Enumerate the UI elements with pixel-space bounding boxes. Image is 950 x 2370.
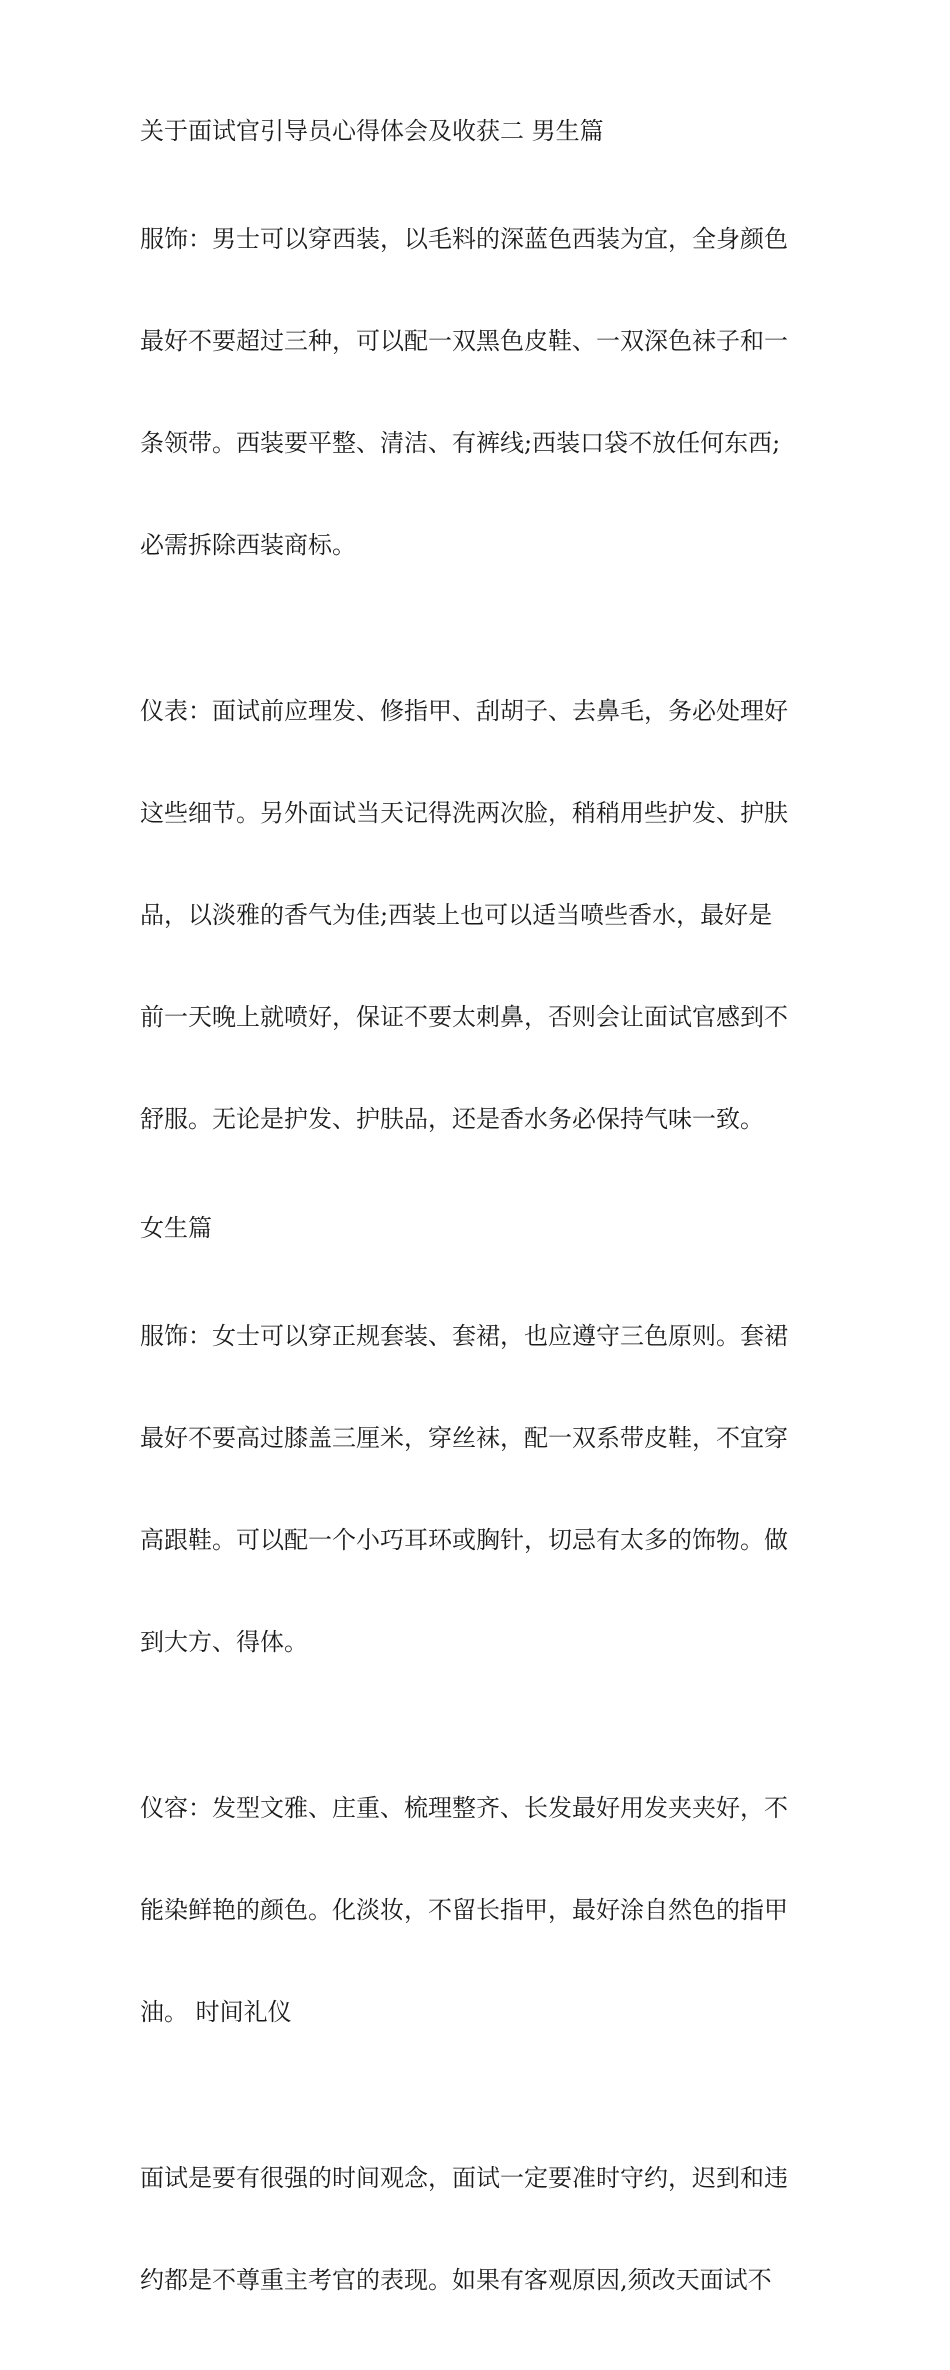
text-line: 到大方、得体。 (140, 1628, 308, 1656)
text-line: 服饰：女士可以穿正规套装、套裙，也应遵守三色原则。套裙 (140, 1322, 788, 1350)
document-body (140, 112, 820, 2370)
text-line: 约都是不尊重主考官的表现。如果有客观原因,须改天面试不 (140, 2266, 772, 2294)
paragraph-women-clothing (140, 1260, 820, 1719)
paragraph-men-clothing (140, 163, 820, 622)
text-line: 条领带。西装要平整、清洁、有裤线;西装口袋不放任何东西; (140, 429, 781, 457)
text-line: 前一天晚上就喷好，保证不要太刺鼻，否则会让面试官感到不 (140, 1003, 788, 1031)
paragraph-time-etiquette (140, 2102, 820, 2357)
section-heading-women: 女生篇 (140, 1214, 212, 1242)
text-line: 油。 时间礼仪 (140, 1998, 292, 2026)
text-line: 能染鲜艳的颜色。化淡妆，不留长指甲，最好涂自然色的指甲 (140, 1896, 788, 1924)
text-line: 仪表：面试前应理发、修指甲、刮胡子、去鼻毛，务必处理好 (140, 697, 788, 725)
text-line: 仪容：发型文雅、庄重、梳理整齐、长发最好用发夹夹好，不 (140, 1794, 788, 1822)
text-line: 最好不要高过膝盖三厘米，穿丝袜，配一双系带皮鞋，不宜穿 (140, 1424, 788, 1452)
text-line: 面试是要有很强的时间观念，面试一定要准时守约，迟到和违 (140, 2164, 788, 2192)
text-line: 高跟鞋。可以配一个小巧耳环或胸针，切忌有太多的饰物。做 (140, 1526, 788, 1554)
text-line: 舒服。无论是护发、护肤品，还是香水务必保持气味一致。 (140, 1105, 764, 1133)
text-line: 品，以淡雅的香气为佳;西装上也可以适当喷些香水，最好是 (140, 901, 773, 929)
paragraph-women-appearance (140, 1732, 820, 2089)
text-line: 必需拆除西装商标。 (140, 531, 356, 559)
paragraph-men-appearance (140, 635, 820, 1196)
text-line: 这些细节。另外面试当天记得洗两次脸，稍稍用些护发、护肤 (140, 799, 788, 827)
text-line: 最好不要超过三种，可以配一双黑色皮鞋、一双深色袜子和一 (140, 327, 788, 355)
text-line: 服饰：男士可以穿西装，以毛料的深蓝色西装为宜，全身颜色 (140, 225, 788, 253)
title-line: 关于面试官引导员心得体会及收获二 男生篇 (140, 117, 604, 145)
